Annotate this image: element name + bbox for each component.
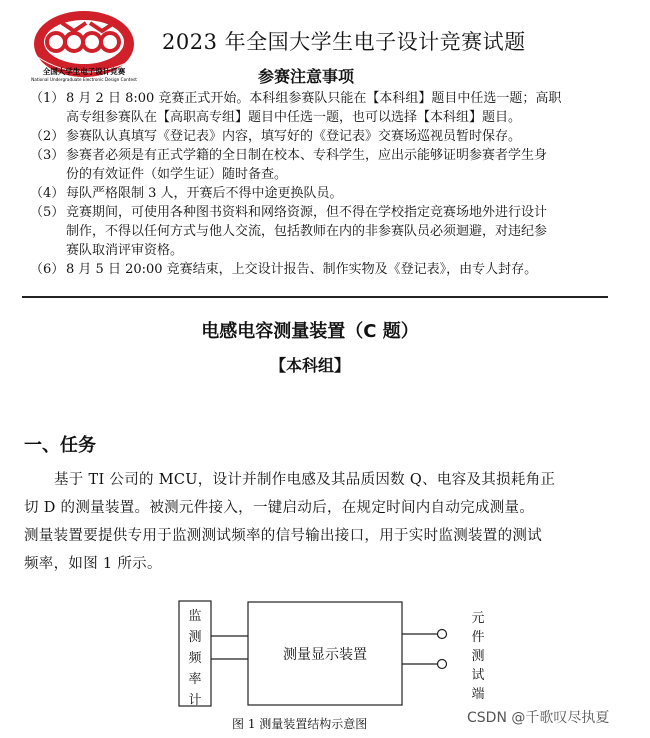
structure-diagram: [170, 596, 500, 716]
rule-item: [30, 127, 620, 146]
rule-line: 参赛队认真填写《登记表》内容，填写好的《登记表》交赛场巡视员暂时保存。: [66, 129, 522, 144]
section-heading: 一、任务: [24, 435, 96, 456]
section-divider: [22, 296, 608, 298]
rule-number: （1）: [30, 91, 65, 106]
rule-line: 份的有效证件（如学生证）随时备查。: [66, 167, 288, 182]
csdn-watermark: CSDN @千歌叹尽执夏: [467, 710, 610, 726]
rule-line: 赛队取消评审资格。: [66, 243, 184, 258]
paragraph-line: 切 D 的测量装置。被测元件接入，一键启动后，在规定时间内自动完成测量。: [24, 500, 535, 516]
figure-caption: 图 1 测量装置结构示意图: [232, 717, 368, 731]
rule-number: （3）: [30, 148, 65, 163]
rule-number: （6）: [30, 262, 65, 277]
paragraph-line: 频率，如图 1 所示。: [24, 556, 162, 572]
rule-line: 每队严格限制 3 人，开赛后不得中途更换队员。: [66, 186, 343, 201]
test-terminal-icon: [438, 660, 447, 669]
rule-item: [30, 89, 620, 127]
svg-text:National Undergraduate Electro: National Undergraduate Electronic Design Contest: [31, 77, 137, 82]
paragraph-line: 测量装置要提供专用于监测测试频率的信号输出接口，用于实时监测装置的测试: [24, 528, 542, 544]
rule-line: 8 月 5 日 20:00 竞赛结束，上交设计报告、制作实物及《登记表》，由专人封存。: [66, 262, 538, 277]
rule-line: 参赛者必须是有正式学籍的全日制在校本、专科学生，应出示能够证明参赛者学生身: [66, 148, 548, 163]
contest-title: 2023 年全国大学生电子设计竞赛试题: [162, 30, 526, 54]
rule-line: 8 月 2 日 8:00 竞赛正式开始。本科组参赛队只能在【本科组】题目中任选一题；高职: [66, 91, 562, 106]
rules-list: [30, 89, 620, 279]
svg-text:全国大学生电子设计竞赛: 全国大学生电子设计竞赛: [42, 67, 126, 76]
measurement-device-label: 测量显示装置: [283, 647, 367, 663]
problem-title: 电感电容测量装置（C 题）: [201, 321, 419, 342]
contest-logo: [22, 4, 162, 82]
contest-logo-icon: [22, 4, 162, 82]
rule-line: 制作，不得以任何方式与他人交流，包括教师在内的非参赛队员必须迴避，对违纪参: [66, 224, 548, 239]
rule-line: 高专组参赛队在【高职高专组】题目中任选一题，也可以选择【本科组】题目。: [66, 110, 522, 125]
paragraph-line: 基于 TI 公司的 MCU，设计并制作电感及其品质因数 Q、电容及其损耗角正: [54, 472, 556, 488]
rule-number: （4）: [30, 186, 65, 201]
problem-group: 【本科组】: [269, 356, 350, 375]
frequency-meter-label: 监测频率计: [188, 609, 202, 708]
rule-item: [30, 260, 620, 279]
rule-item: [30, 146, 620, 184]
test-terminal-icon: [438, 630, 447, 639]
rule-number: （5）: [30, 205, 65, 220]
rule-item: [30, 184, 620, 203]
test-terminal-label: 元件测试端: [471, 611, 485, 702]
rule-line: 竞赛期间，可使用各种图书资料和网络资源，但不得在学校指定竞赛场地外进行设计: [66, 205, 548, 220]
notice-title: 参赛注意事项: [258, 67, 355, 86]
rule-item: [30, 203, 620, 260]
diagram-svg: [170, 596, 500, 716]
rule-number: （2）: [30, 129, 65, 144]
